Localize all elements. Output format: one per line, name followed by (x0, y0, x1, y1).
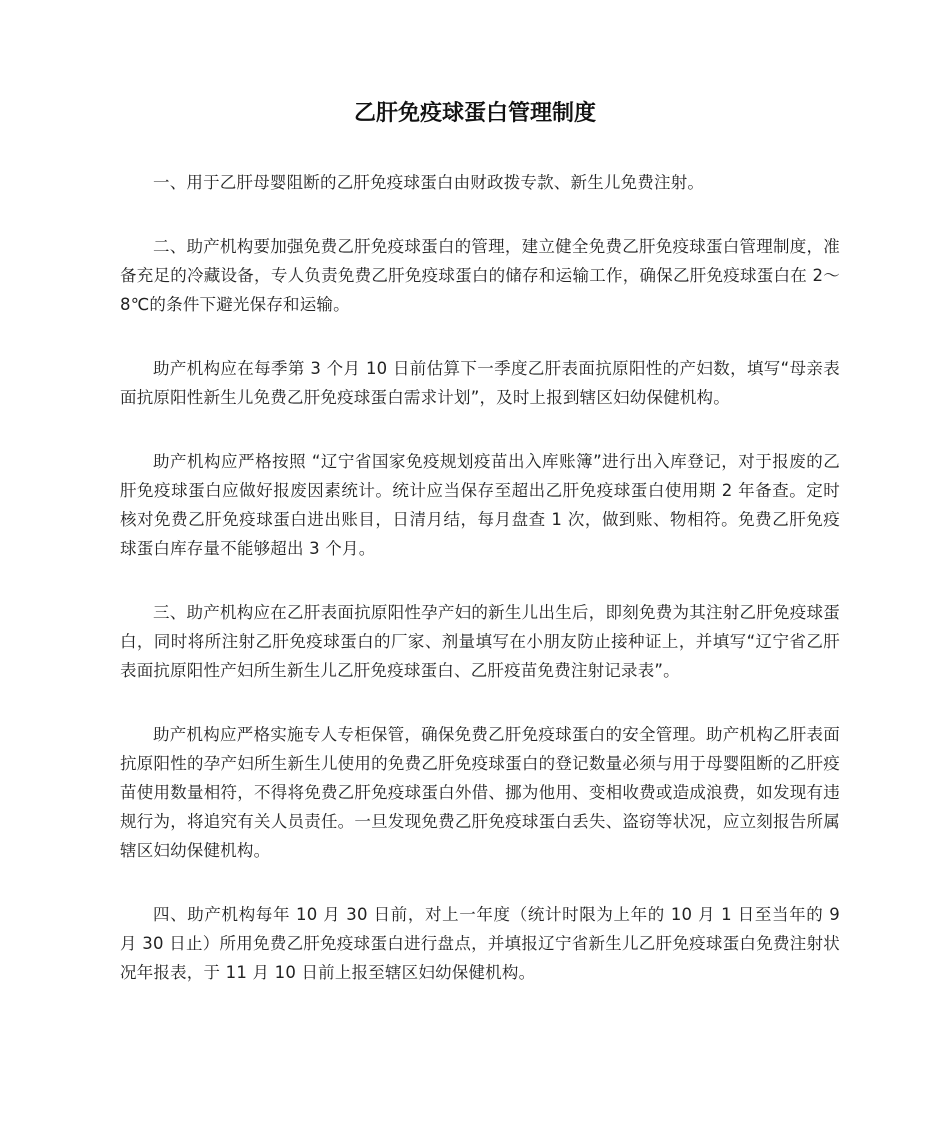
paragraph-6: 助产机构应严格实施专人专柜保管，确保免费乙肝免疫球蛋白的安全管理。助产机构乙肝表面抗原阳性的孕产妇所生新生儿使用的免费乙肝免疫球蛋白的登记数量必须与用于母婴阻断的乙肝疫苗使用数量相符，不得将免费乙肝免疫球蛋白外借、挪为他用、变相收费或造成浪费，如发现有违规行为，将追究有关人员责任。一旦发现免费乙肝免疫球蛋白丢失、盗窃等状况，应立刻报告所属辖区妇幼保健机构。 (120, 725, 840, 860)
paragraph-3: 助产机构应在每季第 3 个月 10 日前估算下一季度乙肝表面抗原阳性的产妇数，填写“母亲表面抗原阳性新生儿免费乙肝免疫球蛋白需求计划”，及时上报到辖区妇幼保健机构。 (120, 359, 840, 407)
paragraph-1: 一、用于乙肝母婴阻断的乙肝免疫球蛋白由财政拨专款、新生儿免费注射。 (153, 173, 705, 192)
paragraph-5: 三、助产机构应在乙肝表面抗原阳性孕产妇的新生儿出生后，即刻免费为其注射乙肝免疫球蛋白，同时将所注射乙肝免疫球蛋白的厂家、剂量填写在小朋友防止接种证上，并填写“辽宁省乙肝表面抗原阳性产妇所生新生儿乙肝免疫球蛋白、乙肝疫苗免费注射记录表”。 (120, 603, 840, 680)
document-body (120, 168, 840, 987)
paragraph-2: 二、助产机构要加强免费乙肝免疫球蛋白的管理，建立健全免费乙肝免疫球蛋白管理制度，准备充足的冷藏设备，专人负责免费乙肝免疫球蛋白的储存和运输工作，确保乙肝免疫球蛋白在 2～8℃的条件下避光保存和运输。 (120, 237, 840, 314)
document-title: 乙肝免疫球蛋白管理制度 (353, 101, 596, 126)
paragraph-7: 四、助产机构每年 10 月 30 日前，对上一年度（统计时限为上年的 10 月 1 日至当年的 9 月 30 日止）所用免费乙肝免疫球蛋白进行盘点，并填报辽宁省新生儿乙肝免疫球蛋白免费注射状况年报表，于 11 月 10 日前上报至辖区妇幼保健机构。 (120, 905, 840, 982)
paragraph-4: 助产机构应严格按照 “辽宁省国家免疫规划疫苗出入库账簿”进行出入库登记，对于报废的乙肝免疫球蛋白应做好报废因素统计。统计应当保存至超出乙肝免疫球蛋白使用期 2 年备查。定时核对免费乙肝免疫球蛋白进出账目，日清月结，每月盘查 1 次，做到账、物相符。免费乙肝免疫球蛋白库存量不能够超出 3 个月。 (120, 452, 840, 558)
